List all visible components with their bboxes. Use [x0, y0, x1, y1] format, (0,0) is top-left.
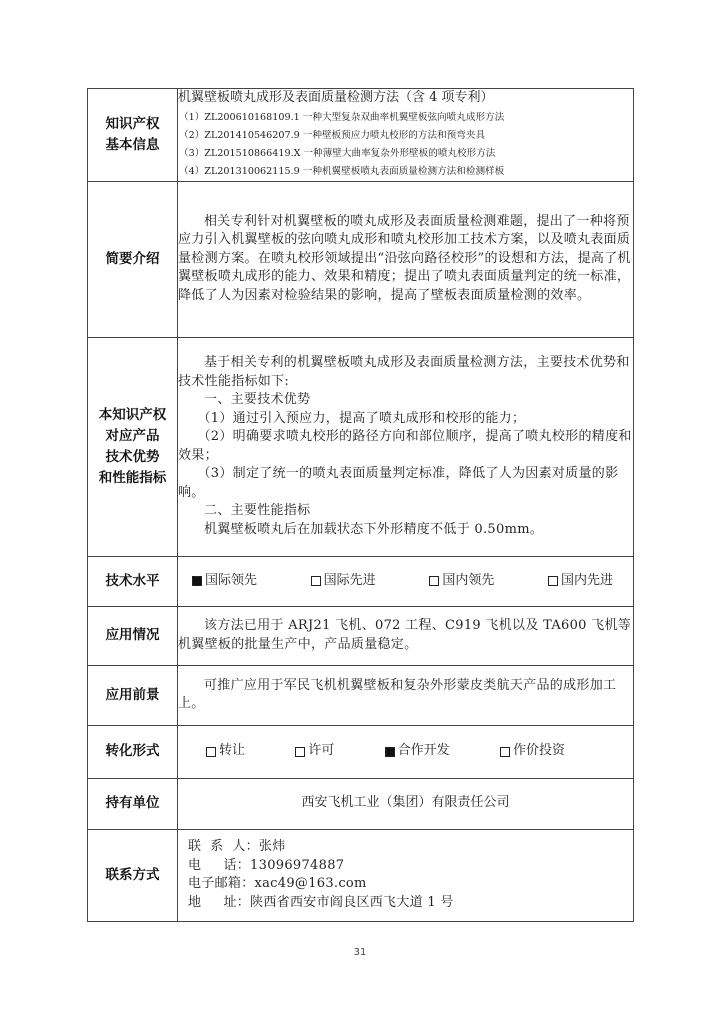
contact-person: 联 系 人：张炜 — [188, 839, 286, 854]
patent-item: （1）ZL200610168109.1 一种大型复杂双曲率机翼壁板弦向喷丸成形方法 — [179, 111, 505, 123]
label-holder: 持有单位 — [88, 778, 178, 829]
checkbox-empty-icon — [500, 747, 510, 757]
performance-metric: 机翼壁板喷丸后在加载状态下外形精度不低于 0.50mm。 — [204, 521, 544, 537]
tech-level-option[interactable]: 国内先进 — [548, 572, 613, 591]
patent-item: （4）ZL201310062115.9 一种机翼壁板喷丸表面质量检测方法和检测样板 — [179, 165, 505, 177]
tech-level-option[interactable]: 国内领先 — [429, 572, 494, 591]
contact-content — [178, 829, 634, 921]
row-ip-basic — [88, 89, 634, 182]
transfer-option[interactable]: 作价投资 — [500, 742, 565, 761]
ip-title: 机翼壁板喷丸成形及表面质量检测方法（含 4 项专利） — [178, 90, 494, 105]
advantages-lead: 基于相关专利的机翼壁板喷丸成形及表面质量检测方法，主要技术优势和技术性能指标如下: — [178, 355, 630, 389]
contact-email: 电子邮箱：xac49@163.com — [188, 876, 367, 891]
row-contact — [88, 829, 634, 921]
label-prospect: 应用前景 — [88, 665, 178, 725]
ip-basic-content — [178, 89, 634, 182]
intro-content — [178, 181, 634, 337]
checkbox-empty-icon — [548, 576, 558, 586]
label-transfer: 转化形式 — [88, 725, 178, 778]
transfer-options — [178, 742, 633, 761]
tech-level-options — [178, 572, 633, 591]
row-prospect — [88, 665, 634, 725]
contact-phone: 电 话：13096974887 — [188, 857, 345, 873]
label-application: 应用情况 — [88, 606, 178, 665]
tech-level-option[interactable]: 国际先进 — [311, 572, 376, 591]
label-intro: 简要介绍 — [88, 181, 178, 337]
holder-content — [178, 778, 634, 829]
advantages-content — [178, 337, 634, 556]
row-application — [88, 606, 634, 665]
label-contact: 联系方式 — [88, 829, 178, 921]
tech-level-content — [178, 556, 634, 606]
checkbox-empty-icon — [295, 747, 305, 757]
tech-level-option[interactable]: 国际领先 — [192, 572, 257, 591]
advantage-point: （1）通过引入预应力，提高了喷丸成形和校形的能力； — [197, 410, 526, 426]
transfer-option[interactable]: 许可 — [295, 742, 334, 761]
prospect-content — [178, 665, 634, 725]
row-tech-level — [88, 556, 634, 606]
application-text: 该方法已用于 ARJ21 飞机、072 工程、C919 飞机以及 TA600 飞机等机翼壁板的批量生产中，产品质量稳定。 — [178, 618, 632, 652]
patent-item: （3）ZL201510866419.X 一种薄壁大曲率复杂外形壁板的喷丸校形方法 — [179, 147, 496, 159]
row-holder — [88, 778, 634, 829]
page-number: 31 — [353, 947, 367, 958]
transfer-option[interactable]: 合作开发 — [385, 742, 450, 761]
advantage-point: （2）明确要求喷丸校形的路径方向和部位顺序，提高了喷丸校形的精度和效果； — [178, 429, 632, 463]
holder-name: 西安飞机工业（集团）有限责任公司 — [301, 795, 510, 811]
transfer-option[interactable]: 转让 — [206, 742, 245, 761]
row-advantages — [88, 337, 634, 556]
advantage-point: （3）制定了统一的喷丸表面质量判定标准，降低了人为因素对质量的影响。 — [178, 466, 619, 500]
label-advantages: 本知识产权 对应产品 技术优势 和性能指标 — [88, 337, 178, 556]
row-transfer — [88, 725, 634, 778]
label-ip-basic: 知识产权 基本信息 — [88, 89, 178, 182]
checkbox-checked-icon — [192, 576, 202, 586]
transfer-content — [178, 725, 634, 778]
checkbox-checked-icon — [385, 747, 395, 757]
checkbox-empty-icon — [311, 576, 321, 586]
prospect-text: 可推广应用于军民飞机机翼壁板和复杂外形蒙皮类航天产品的成形加工上。 — [178, 677, 617, 711]
checkbox-empty-icon — [206, 747, 216, 757]
contact-address: 地 址：陕西省西安市阎良区西飞大道 1 号 — [188, 894, 454, 910]
label-tech-level: 技术水平 — [88, 556, 178, 606]
advantages-section-2: 二、主要性能指标 — [204, 503, 311, 518]
ip-info-table — [87, 88, 634, 922]
checkbox-empty-icon — [429, 576, 439, 586]
row-intro — [88, 181, 634, 337]
intro-text: 相关专利针对机翼壁板的喷丸成形及表面质量检测难题，提出了一种将预应力引入机翼壁板的弦向喷丸成形和喷丸校形加工技术方案，以及喷丸表面质量检测方案。在喷丸校形领域提出“沿弦向路径校形”的设想和方法，提高了机翼壁板喷丸成形的能力、效果和精度；提出了喷丸表面质量判定的统一标准，降低了人为因素对检验结果的影响，提高了壁板表面质量检测的效率。 — [178, 213, 631, 303]
application-content — [178, 606, 634, 665]
advantages-section-1: 一、主要技术优势 — [204, 392, 311, 407]
patent-item: （2）ZL201410546207.9 一种壁板预应力喷丸校形的方法和预弯夹具 — [179, 129, 486, 141]
